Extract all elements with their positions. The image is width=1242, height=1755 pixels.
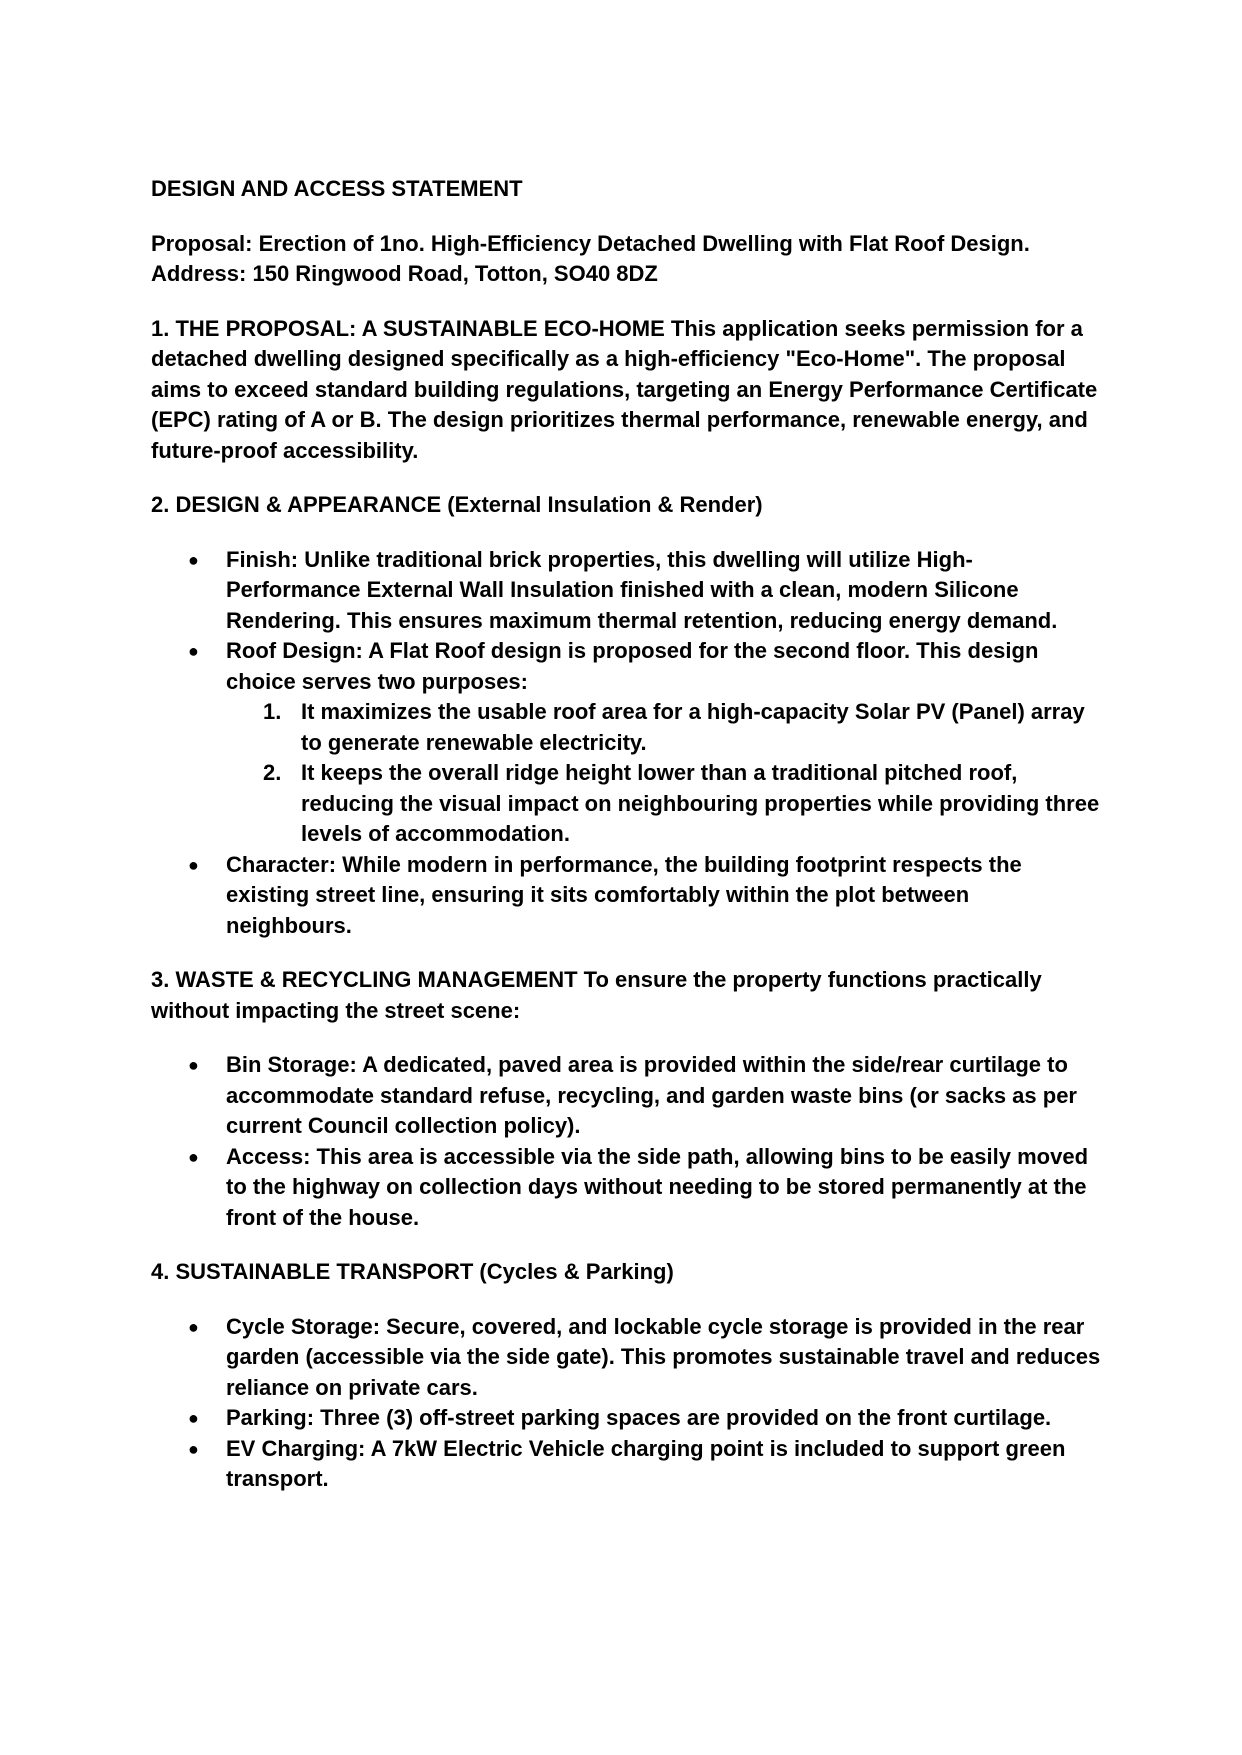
numbered-item bbox=[226, 758, 1101, 850]
bullet-icon: ● bbox=[188, 1146, 199, 1167]
section-2-list bbox=[151, 545, 1101, 942]
document-title: DESIGN AND ACCESS STATEMENT bbox=[151, 176, 523, 201]
list-item bbox=[151, 1050, 1101, 1142]
numbered-item-text: It keeps the overall ridge height lower than a traditional pitched roof, reducing the visual impact on neighbouring properties while providing three levels of accommodation. bbox=[301, 760, 1100, 846]
bullet-icon: ● bbox=[188, 1438, 199, 1459]
list-item-text: Finish: Unlike traditional brick properties, this dwelling will utilize High-Performance External Wall Insulation finished with a clean, modern Silicone Rendering. This ensures maximum thermal retention, reducing energy demand. bbox=[226, 546, 1058, 633]
list-item bbox=[151, 545, 1101, 637]
bullet-icon: ● bbox=[188, 1408, 199, 1428]
numbered-item-number: 2. bbox=[263, 760, 282, 785]
list-item bbox=[151, 1434, 1101, 1495]
section-3-text: 3. WASTE & RECYCLING MANAGEMENT To ensure the property functions practically without impacting the street scene: bbox=[151, 967, 1042, 1023]
bullet-icon: ● bbox=[188, 1055, 199, 1075]
list-item-text: Parking: Three (3) off-street parking spaces are provided on the front curtilage. bbox=[226, 1405, 1052, 1430]
list-item bbox=[151, 1403, 1101, 1434]
bullet-icon: ● bbox=[188, 549, 199, 570]
section-4-heading: 4. SUSTAINABLE TRANSPORT (Cycles & Parking) bbox=[151, 1259, 674, 1284]
proposal-block bbox=[151, 229, 1101, 290]
proposal-line: Proposal: Erection of 1no. High-Efficiency Detached Dwelling with Flat Roof Design. bbox=[151, 230, 1030, 256]
list-item-text: Character: While modern in performance, the building footprint respects the existing street line, ensuring it sits comfortably within the plot between neighbours. bbox=[226, 851, 1022, 938]
section-3-list bbox=[151, 1050, 1101, 1233]
list-item bbox=[151, 850, 1101, 942]
section-4-list bbox=[151, 1312, 1101, 1495]
list-item bbox=[151, 1142, 1101, 1234]
list-item bbox=[151, 636, 1101, 850]
list-item-text: Cycle Storage: Secure, covered, and lockable cycle storage is provided in the rear garden (accessible via the side gate). This promotes sustainable travel and reduces reliance on private cars. bbox=[226, 1313, 1101, 1400]
numbered-item-number: 1. bbox=[263, 699, 282, 724]
list-item-text: EV Charging: A 7kW Electric Vehicle charging point is included to support green transport. bbox=[226, 1435, 1066, 1491]
list-item-text: Roof Design: A Flat Roof design is proposed for the second floor. This design choice serves two purposes: bbox=[226, 638, 1039, 694]
document-page bbox=[151, 174, 1101, 1519]
bullet-icon: ● bbox=[188, 1316, 199, 1337]
list-item-text: Bin Storage: A dedicated, paved area is provided within the side/rear curtilage to accommodate standard refuse, recycling, and garden waste bins (or sacks as per current Council collection policy). bbox=[226, 1052, 1077, 1138]
address-line: Address: 150 Ringwood Road, Totton, SO40 8DZ bbox=[151, 261, 658, 286]
numbered-item bbox=[226, 697, 1101, 758]
section-2-heading: 2. DESIGN & APPEARANCE (External Insulation & Render) bbox=[151, 492, 763, 517]
list-item bbox=[151, 1312, 1101, 1404]
bullet-icon: ● bbox=[188, 641, 199, 661]
bullet-icon: ● bbox=[188, 854, 199, 875]
roof-purposes-list bbox=[226, 697, 1101, 850]
numbered-item-text: It maximizes the usable roof area for a high-capacity Solar PV (Panel) array to generate renewable electricity. bbox=[301, 699, 1085, 755]
section-1-text: 1. THE PROPOSAL: A SUSTAINABLE ECO-HOME This application seeks permission for a detached dwelling designed specifically as a high-efficiency "Eco-Home". The proposal aims to exceed standard building regulations, targeting an Energy Performance Certificate (EPC) rating of A or B. The design prioritizes thermal performance, renewable energy, and future-proof accessibility. bbox=[151, 315, 1098, 463]
list-item-text: Access: This area is accessible via the side path, allowing bins to be easily moved to the highway on collection days without needing to be stored permanently at the front of the house. bbox=[226, 1143, 1089, 1230]
